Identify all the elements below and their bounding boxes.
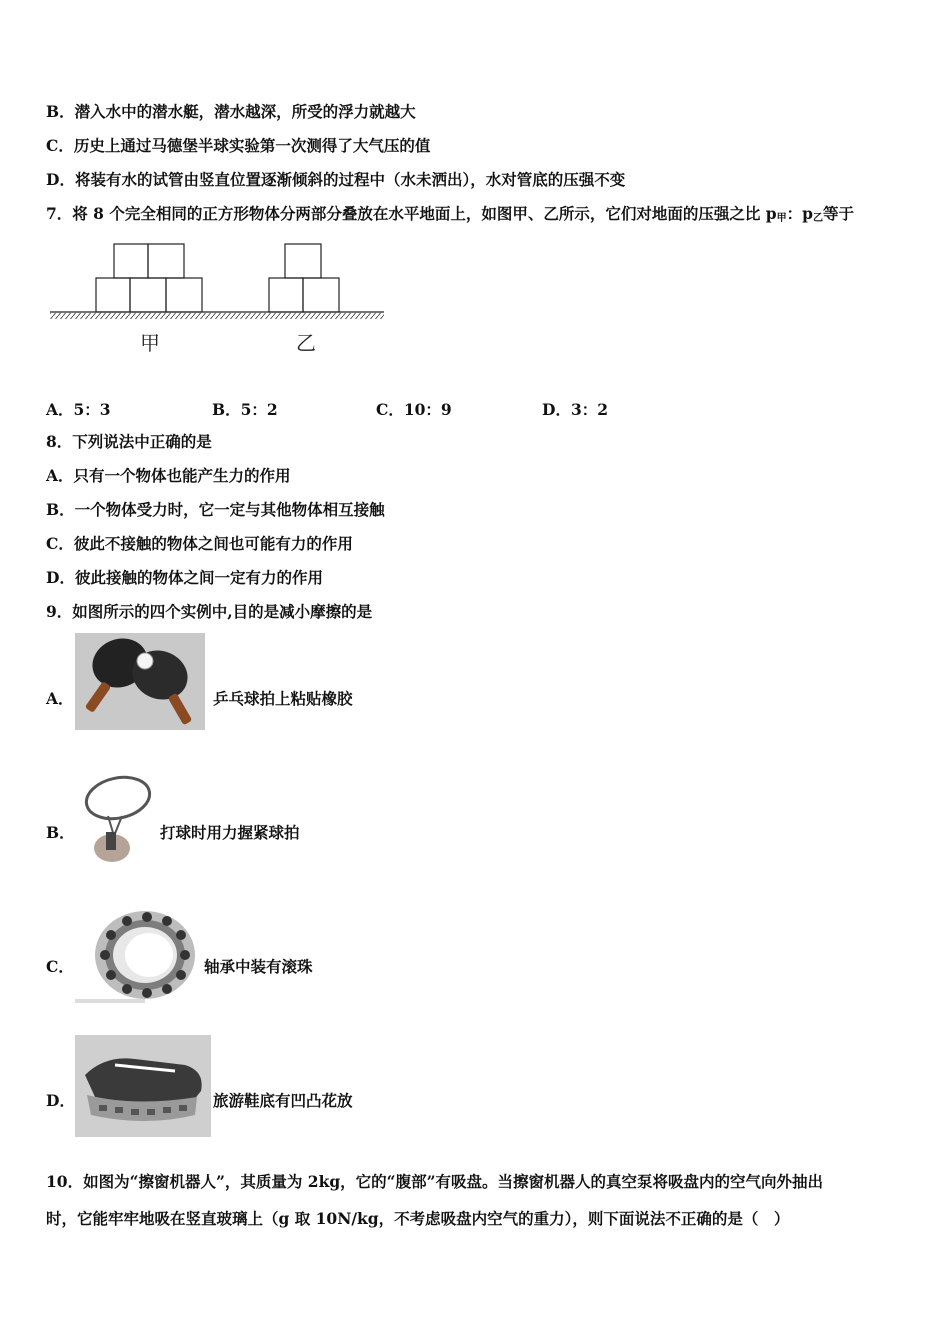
- q6-option-b: B．潜入水中的潜水艇，潜水越深，所受的浮力就越大: [46, 102, 416, 121]
- racket-grip-image: [78, 774, 153, 866]
- q10-line-1: 10．如图为“擦窗机器人”，其质量为 2kg，它的“腹部”有吸盘。当擦窗机器人的真空泵将吸盘内的空气向外抽出: [46, 1172, 823, 1191]
- q7-stem: 7．将 8 个完全相同的正方形物体分两部分叠放在水平地面上，如图甲、乙所示，它们对地面的压强之比 $p_甲$：$p_乙$等于: [46, 204, 854, 224]
- q8-stem: 8．下列说法中正确的是: [46, 432, 212, 451]
- sneaker-sole-image: [75, 1035, 211, 1137]
- ground-hatch: [50, 313, 384, 319]
- label-yi: 乙: [296, 331, 316, 355]
- q9-choice-b-letter: B．: [46, 823, 75, 842]
- q7-option-c: C．10：9: [376, 400, 452, 419]
- q8-option-a: A．只有一个物体也能产生力的作用: [46, 466, 291, 485]
- q8-option-b: B．一个物体受力时，它一定与其他物体相互接触: [46, 500, 385, 519]
- ball-bearing-image: [75, 905, 201, 1005]
- q7-option-b: B．5：2: [212, 400, 278, 419]
- ping-pong-paddle-image: [75, 633, 205, 730]
- q8-option-d: D．彼此接触的物体之间一定有力的作用: [46, 568, 323, 587]
- q9-choice-a-letter: A．: [46, 689, 74, 708]
- q9-choice-c-letter: C．: [46, 957, 74, 976]
- q9-choice-d-letter: D．: [46, 1091, 75, 1110]
- q10-line-2: 时，它能牢牢地吸在竖直玻璃上（g 取 10N/kg，不考虑吸盘内空气的重力），则下面说法不正确的是（ ）: [46, 1209, 790, 1228]
- q7-option-a: A．5：3: [46, 400, 111, 419]
- q7-block-diagram: [48, 238, 388, 366]
- q6-option-c: C．历史上通过马德堡半球实验第一次测得了大气压的值: [46, 136, 431, 155]
- q7-option-d: D．3：2: [542, 400, 609, 419]
- q9-choice-a-text: 乒乓球拍上粘贴橡胶: [213, 689, 353, 708]
- q9-stem: 9．如图所示的四个实例中,目的是减小摩擦的是: [46, 602, 373, 621]
- jia-blocks: [96, 244, 202, 312]
- q8-option-c: C．彼此不接触的物体之间也可能有力的作用: [46, 534, 353, 553]
- q6-option-d: D．将装有水的试管由竖直位置逐渐倾斜的过程中（水未洒出），水对管底的压强不变: [46, 170, 626, 189]
- yi-blocks: [269, 244, 339, 312]
- q9-choice-b-text: 打球时用力握紧球拍: [160, 823, 300, 842]
- label-jia: 甲: [140, 331, 160, 355]
- q9-choice-c-text: 轴承中装有滚珠: [204, 957, 313, 976]
- q9-choice-d-text: 旅游鞋底有凹凸花放: [213, 1091, 353, 1110]
